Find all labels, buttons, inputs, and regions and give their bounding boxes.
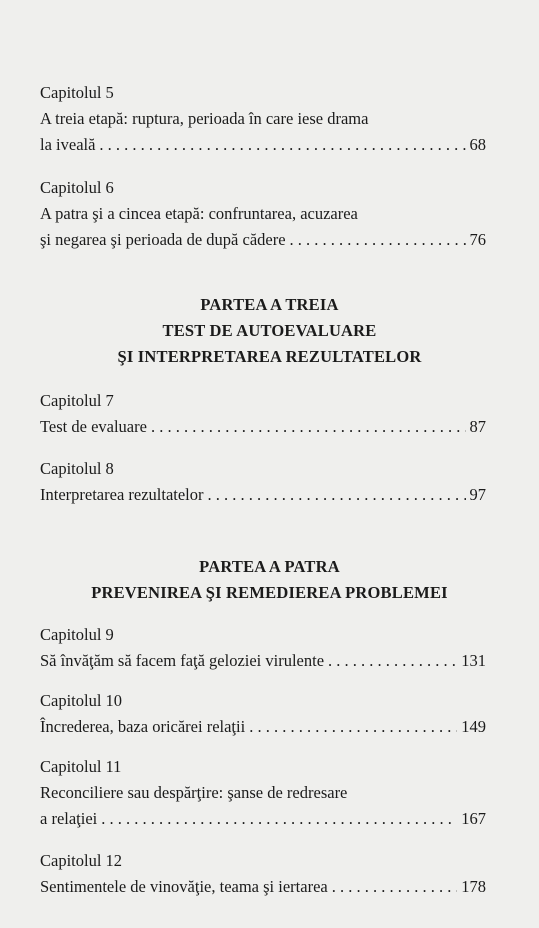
- part-heading-line: ŞI INTERPRETAREA REZULTATELOR: [117, 347, 422, 366]
- chapter-number: Capitolul 11: [40, 757, 122, 776]
- chapter-title-last-line: [40, 806, 486, 832]
- toc-entry-chapter-11: [40, 754, 486, 832]
- chapter-number: Capitolul 8: [40, 459, 114, 478]
- page-number: 76: [469, 230, 486, 249]
- chapter-title: A treia etapă: ruptura, perioada în care iese drama: [40, 109, 369, 128]
- page-number: 97: [469, 485, 486, 504]
- toc-entry-chapter-6: [40, 175, 486, 253]
- page-number: 68: [469, 135, 486, 154]
- leader-dots: [151, 414, 466, 440]
- chapter-number: Capitolul 10: [40, 691, 123, 710]
- chapter-title: Reconciliere sau despărţire: şanse de redresare: [40, 783, 348, 802]
- chapter-title-line: [40, 482, 486, 508]
- chapter-title: Să învăţăm să facem faţă geloziei virulente: [40, 651, 325, 670]
- chapter-title: Încrederea, baza oricărei relaţii: [40, 717, 246, 736]
- chapter-title-line: [40, 874, 486, 900]
- toc-entry-chapter-5: [40, 80, 486, 158]
- page-number: 178: [461, 877, 486, 896]
- chapter-title: Test de evaluare: [40, 417, 147, 436]
- part-heading-line: TEST DE AUTOEVALUARE: [162, 321, 377, 340]
- toc-entry-chapter-9: [40, 622, 486, 674]
- chapter-title: A patra şi a cincea etapă: confruntarea, acuzarea: [40, 204, 358, 223]
- chapter-title-continued: a relaţiei: [40, 809, 98, 828]
- toc-entry-chapter-10: [40, 688, 486, 740]
- chapter-number: Capitolul 6: [40, 178, 114, 197]
- leader-dots: [249, 714, 457, 740]
- toc-entry-chapter-7: [40, 388, 486, 440]
- page-number: 167: [461, 809, 486, 828]
- part-heading-line: PREVENIREA ŞI REMEDIEREA PROBLEMEI: [91, 583, 448, 602]
- leader-dots: [332, 874, 458, 900]
- leader-dots: [290, 227, 466, 253]
- chapter-title-line: [40, 714, 486, 740]
- chapter-number: Capitolul 7: [40, 391, 114, 410]
- page-number: 87: [469, 417, 486, 436]
- part-heading-4: [0, 554, 539, 606]
- chapter-number: Capitolul 5: [40, 83, 114, 102]
- part-heading-3: [0, 292, 539, 370]
- chapter-title: Sentimentele de vinovăţie, teama şi iertarea: [40, 877, 328, 896]
- chapter-title-line: [40, 414, 486, 440]
- chapter-title: Interpretarea rezultatelor: [40, 485, 204, 504]
- page-number: 131: [461, 651, 486, 670]
- leader-dots: [328, 648, 457, 674]
- toc-entry-chapter-12: [40, 848, 486, 900]
- chapter-title-continued: şi negarea şi perioada de după cădere: [40, 230, 286, 249]
- leader-dots: [101, 806, 457, 832]
- page-number: 149: [461, 717, 486, 736]
- chapter-title-line: [40, 648, 486, 674]
- part-heading-line: PARTEA A PATRA: [199, 557, 340, 576]
- toc-entry-chapter-8: [40, 456, 486, 508]
- chapter-number: Capitolul 12: [40, 851, 123, 870]
- leader-dots: [208, 482, 466, 508]
- chapter-title-continued: la iveală: [40, 135, 96, 154]
- chapter-title-last-line: [40, 132, 486, 158]
- part-heading-line: PARTEA A TREIA: [200, 295, 339, 314]
- chapter-title-last-line: [40, 227, 486, 253]
- leader-dots: [99, 132, 465, 158]
- chapter-number: Capitolul 9: [40, 625, 114, 644]
